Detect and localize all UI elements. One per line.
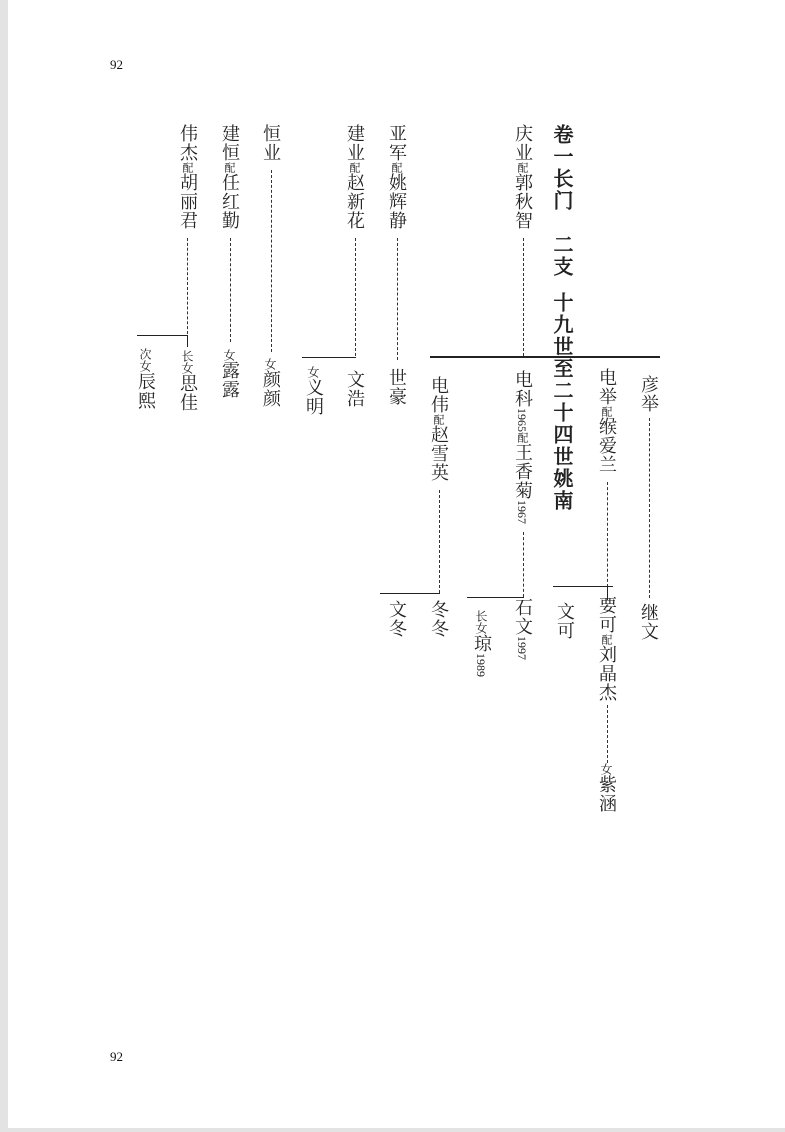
gender-tag: 女 — [306, 366, 320, 378]
lineage-connector — [271, 170, 272, 352]
gender-tag: 女 — [599, 763, 613, 775]
person-name: 建恒 — [219, 124, 240, 162]
person-yiming — [303, 366, 323, 416]
birth-year: 1965 — [515, 408, 529, 432]
person-lulu — [219, 349, 239, 399]
lineage-connector — [523, 238, 524, 356]
person-hengye: 恒业 — [260, 124, 281, 162]
person-dianwei — [428, 376, 448, 482]
person-jiwen: 继文 — [638, 603, 659, 641]
person-name: 电科 — [512, 370, 533, 408]
lineage-connector — [607, 705, 608, 763]
person-yanju: 彦举 — [638, 375, 659, 413]
person-name: 颜颜 — [260, 370, 281, 408]
person-dianke — [512, 370, 532, 524]
person-wenhao: 文浩 — [344, 370, 365, 408]
spouse-birth-year: 1967 — [515, 500, 529, 524]
lineage-connector — [439, 490, 440, 593]
generation-line — [430, 356, 660, 358]
spouse-name: 缑爱兰 — [596, 417, 617, 474]
person-wendong: 文冬 — [386, 600, 407, 638]
spouse-marker: 配 — [390, 162, 403, 173]
spouse-name: 赵新花 — [344, 173, 365, 230]
lineage-connector — [355, 238, 356, 356]
person-name: 电伟 — [428, 376, 449, 414]
person-shiwen — [512, 598, 532, 660]
person-name: 电举 — [596, 368, 617, 406]
spouse-name: 赵雪英 — [428, 425, 449, 482]
birth-year: 1997 — [515, 636, 529, 660]
spouse-name: 胡丽君 — [177, 173, 198, 230]
spouse-marker: 配 — [600, 406, 613, 417]
page-number-bottom: 92 — [110, 1049, 123, 1064]
lineage-connector — [397, 238, 398, 360]
spouse-name: 姚辉静 — [386, 173, 407, 230]
person-name: 辰熙 — [135, 372, 156, 410]
person-dongdong: 冬冬 — [428, 600, 449, 638]
spouse-marker: 配 — [181, 162, 194, 173]
person-name: 露露 — [219, 361, 240, 399]
person-name: 琼 — [471, 634, 492, 653]
person-name: 庆业 — [512, 124, 533, 162]
sibling-line — [380, 593, 440, 594]
spouse-marker: 配 — [432, 414, 445, 425]
genealogy-page — [8, 0, 785, 1128]
title-branch: 二支 — [550, 234, 574, 278]
lineage-connector — [523, 532, 524, 597]
person-name: 思佳 — [177, 374, 198, 412]
person-name: 建业 — [344, 124, 365, 162]
lineage-connector — [230, 238, 231, 342]
person-wenke: 文可 — [554, 602, 575, 640]
lineage-connector — [187, 238, 188, 334]
person-yanyan — [260, 358, 280, 408]
spouse-marker: 配 — [600, 634, 613, 645]
person-yaoke — [596, 596, 616, 702]
gender-tag: 女 — [222, 349, 236, 361]
spouse-name: 王香菊 — [512, 443, 533, 500]
gender-tag: 女 — [263, 358, 277, 370]
title-volume: 卷一长门 — [550, 124, 574, 212]
spouse-marker: 配 — [516, 432, 529, 443]
person-jianye — [344, 124, 364, 230]
sibling-line — [553, 586, 613, 587]
person-chenxi — [135, 348, 155, 410]
person-name: 亚军 — [386, 124, 407, 162]
person-weijie — [177, 124, 197, 230]
person-qiong — [471, 610, 491, 677]
page-title — [551, 124, 573, 512]
person-name: 石文 — [512, 598, 533, 636]
sibling-line — [302, 357, 356, 358]
spouse-name: 刘晶杰 — [596, 645, 617, 702]
lineage-connector — [607, 482, 608, 587]
gender-tag: 长女 — [474, 610, 488, 634]
person-name: 要可 — [596, 596, 617, 634]
sibling-line — [137, 335, 188, 336]
person-dianju — [596, 368, 616, 474]
person-yajun — [386, 124, 406, 230]
lineage-connector — [649, 418, 650, 598]
person-sijia — [177, 350, 197, 412]
page-number-top: 92 — [110, 57, 123, 72]
person-name: 义明 — [303, 378, 324, 416]
gender-tag: 次女 — [138, 348, 152, 372]
title-range: 十九世至二十四世姚南 — [550, 292, 574, 512]
spouse-name: 郭秋智 — [512, 173, 533, 230]
spouse-name: 任红勤 — [219, 173, 240, 230]
spouse-marker: 配 — [516, 162, 529, 173]
spouse-marker: 配 — [348, 162, 361, 173]
branch-drop — [187, 335, 188, 347]
birth-year: 1989 — [474, 653, 488, 677]
person-shihao: 世豪 — [386, 368, 407, 406]
person-name: 伟杰 — [177, 124, 198, 162]
person-name: 紫涵 — [596, 775, 617, 813]
person-zihan — [596, 763, 616, 813]
person-qingye — [512, 124, 532, 230]
person-jianheng — [219, 124, 239, 230]
gender-tag: 长女 — [180, 350, 194, 374]
spouse-marker: 配 — [223, 162, 236, 173]
